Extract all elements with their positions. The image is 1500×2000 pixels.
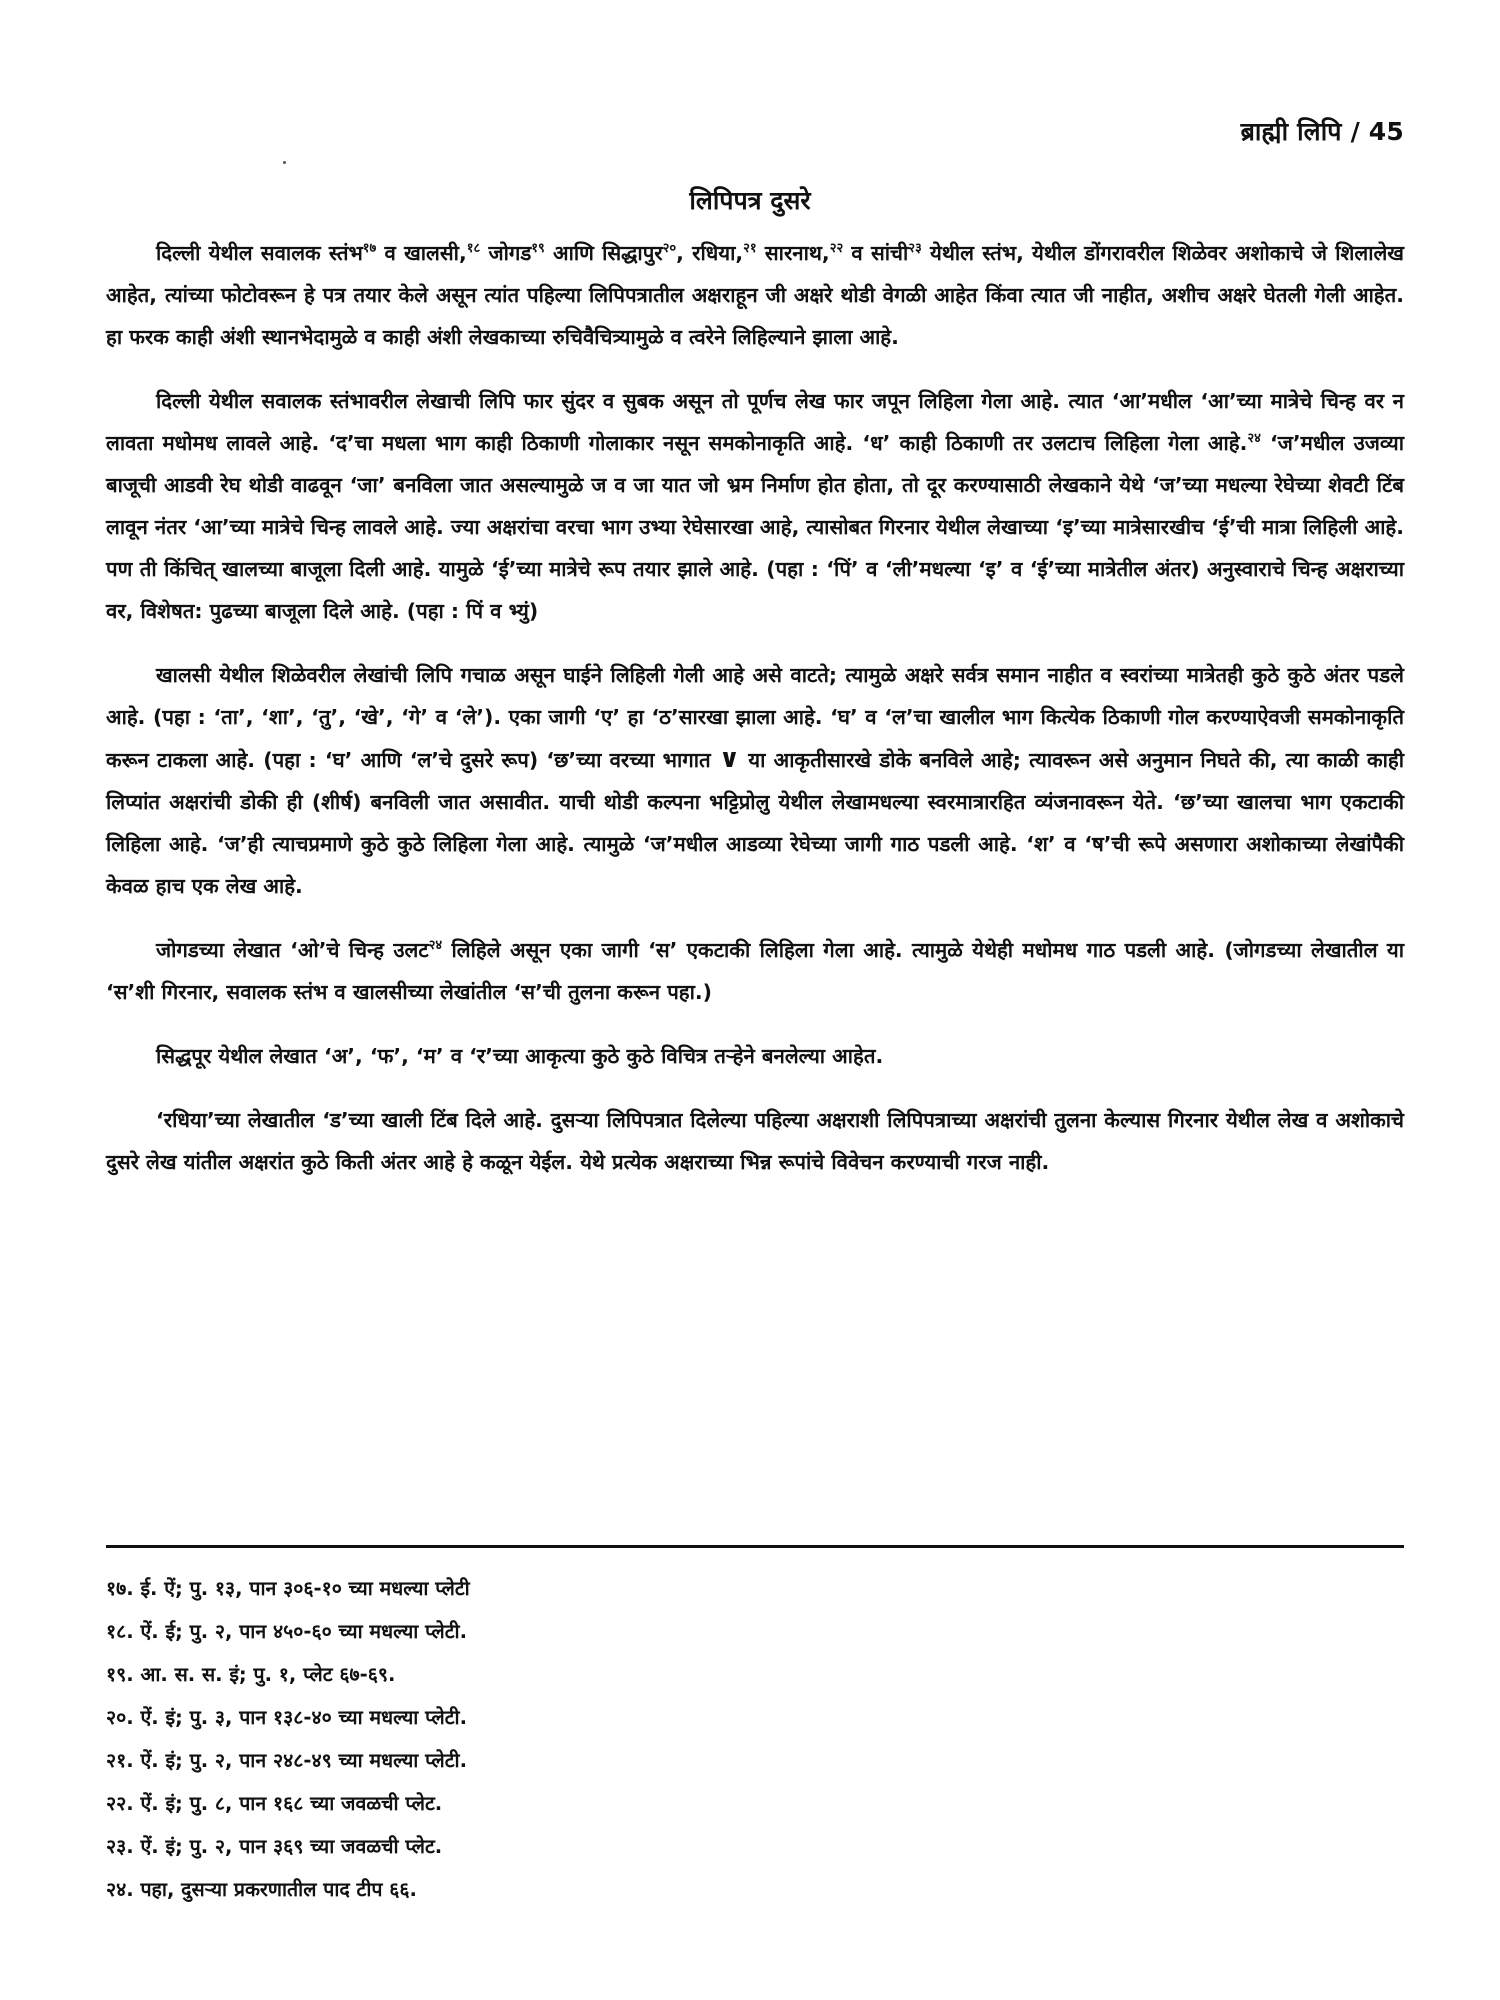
- paragraph-6: [106, 1099, 1404, 1183]
- footnote-22: २२. ऐं. इं; पु. ८, पान १६८ च्या जवळची प्लेट.: [106, 1792, 443, 1815]
- footnote-17: १७. ई. ऐं; पु. १३, पान ३०६-१० च्या मधल्या प्लेटी: [106, 1577, 470, 1600]
- footnote-24: २४. पहा, दुसऱ्या प्रकरणातील पाद टीप ६६.: [106, 1878, 417, 1901]
- footnote-ref: २३: [908, 241, 922, 257]
- paragraph-4: [106, 929, 1404, 1013]
- paragraph-2: [106, 380, 1404, 632]
- body-text: [106, 232, 1404, 1205]
- text-run: ‘रधिया’च्या लेखातील ‘ड’च्या खाली टिंब दिले आहे. दुसऱ्या लिपिपत्रात दिलेल्या पहिल्या अक्षराशी लिपिपत्राच्या अक्षरांची तुलना केल्यास गिरनार येथील लेख व अशोकाचे दुसरे लेख यांतील अक्षरांत कुठे किती अंतर आहे हे कळून येईल. येथे प्रत्येक अक्षराच्या भिन्न रूपांचे विवेचन करण्याची गरज नाही.: [106, 1108, 1404, 1174]
- footnote-23: २३. ऐं. इं; पु. २, पान ३६९ च्या जवळची प्लेट.: [106, 1835, 443, 1858]
- text-run: सिद्धपूर येथील लेखात ‘अ’, ‘फ’, ‘म’ व ‘र’च्या आकृत्या कुठे कुठे विचित्र तऱ्हेने बनलेल्या आहेत.: [156, 1044, 884, 1068]
- text-run: जोगडच्या लेखात ‘ओ’चे चिन्ह उलट: [156, 938, 429, 962]
- footnote-20: २०. ऐं. इं; पु. ३, पान १३८-४० च्या मधल्या प्लेटी.: [106, 1706, 467, 1729]
- footnote-ref: २०: [662, 241, 677, 257]
- print-speck: [283, 161, 286, 164]
- text-run: आणि सिद्धापुर: [544, 241, 663, 265]
- footnote-ref: २४: [428, 938, 443, 954]
- paragraph-3: [106, 654, 1404, 907]
- footnote-ref: १८: [466, 241, 481, 257]
- footnote-ref: २४: [1247, 431, 1261, 447]
- footnote-ref: २१: [743, 241, 757, 257]
- footnote-divider: [106, 1545, 1404, 1548]
- text-run: लिहिले असून एका जागी ‘स’ एकटाकी लिहिला गेला आहे. त्यामुळे येथेही मधोमध गाठ पडली आहे. (जोगडच्या लेखातील या ‘स’शी गिरनार, सवालक स्तंभ व खालसीच्या लेखांतील ‘स’ची तुलना करून पहा.): [106, 938, 1404, 1004]
- text-run: खालसी येथील शिळेवरील लेखांची लिपि गचाळ असून घाईने लिहिली गेली आहे असे वाटते; त्यामुळे अक्षरे सर्वत्र समान नाहीत व स्वरांच्या मात्रेतही कुठे कुठे अंतर पडले आहे. (पहा : ‘ता’, ‘शा’, ‘तु’, ‘खे’, ‘गे’ व ‘ले’). एका जागी ‘ए’ हा ‘ठ’सारखा झाला आहे. ‘घ’ व ‘ल’चा खालील भाग कित्येक ठिकाणी गोल करण्याऐवजी समकोनाकृति करून टाकला आहे. (पहा : ‘घ’ आणि ‘ल’चे दुसरे रूप) ‘छ’च्या वरच्या भागात: [106, 663, 1404, 772]
- text-run: जोगड: [480, 241, 532, 265]
- footnotes-list: [106, 1567, 1404, 1911]
- text-run: व खालसी,: [376, 241, 467, 265]
- text-run: येथील स्तंभ, येथील डोंगरावरील शिळेवर अशोकाचे जे शिलालेख आहेत, त्यांच्या फोटोवरून हे पत्र तयार केले असून त्यांत पहिल्या लिपिपत्रातील अक्षराहून जी अक्षरे थोडी वेगळी आहेत किंवा त्यात जी नाहीत, अशीच अक्षरे घेतली गेली आहेत. हा फरक काही अंशी स्थानभेदामुळे व काही अंशी लेखकाच्या रुचिवैचित्र्यामुळे व त्वरेने लिहिल्याने झाला आहे.: [106, 241, 1404, 349]
- text-run: दिल्ली येथील सवालक स्तंभावरील लेखाची लिपि फार सुंदर व सुबक असून तो पूर्णच लेख फार जपून लिहिला गेला आहे. त्यात ‘आ’मधील ‘आ’च्या मात्रेचे चिन्ह वर न लावता मधोमध लावले आहे. ‘द’चा मधला भाग काही ठिकाणी गोलाकार नसून समकोनाकृति आहे. ‘ध’ काही ठिकाणी तर उलटाच लिहिला गेला आहे.: [106, 389, 1404, 455]
- text-run: व सांची: [843, 241, 909, 265]
- footnote-ref: १७: [362, 241, 377, 257]
- footnote-21: २१. ऐं. इं; पु. २, पान २४८-४९ च्या मधल्या प्लेटी.: [106, 1749, 467, 1772]
- text-run: , रधिया,: [676, 241, 744, 265]
- paragraph-1: [106, 232, 1404, 358]
- running-header: ब्राह्मी लिपि / 45: [1240, 117, 1404, 146]
- text-run: सारनाथ,: [756, 241, 830, 265]
- text-run: या आकृतीसारखे डोके बनविले आहे; त्यावरून असे अनुमान निघते की, त्या काळी काही लिप्यांत अक्षरांची डोकी ही (शीर्ष) बनविली जात असावीत. याची थोडी कल्पना भट्टिप्रोलु येथील लेखामधल्या स्वरमात्रारहित व्यंजनावरून येते. ‘छ’च्या खालचा भाग एकटाकी लिहिला आहे. ‘ज’ही त्याचप्रमाणे कुठे कुठे लिहिला गेला आहे. त्यामुळे ‘ज’मधील आडव्या रेघेच्या जागी गाठ पडली आहे. ‘श’ व ‘ष’ची रूपे असणारा अशोकाच्या लेखांपैकी केवळ हाच एक लेख आहे.: [106, 748, 1404, 898]
- footnote-ref: १९: [531, 241, 545, 257]
- footnote-ref: २२: [829, 241, 844, 257]
- text-run: ‘ज’मधील उजव्या बाजूची आडवी रेघ थोडी वाढवून ‘जा’ बनविला जात असल्यामुळे ज व जा यात जो भ्रम निर्माण होत होता, तो दूर करण्यासाठी लेखकाने येथे ‘ज’च्या मधल्या रेघेच्या शेवटी टिंब लावून नंतर ‘आ’च्या मात्रेचे चिन्ह लावले आहे. ज्या अक्षरांचा वरचा भाग उभ्या रेघेसारखा आहे, त्यासोबत गिरनार येथील लेखाच्या ‘इ’च्या मात्रेसारखीच ‘ई’ची मात्रा लिहिली आहे. पण ती किंचित् खालच्या बाजूला दिली आहे. यामुळे ‘ई’च्या मात्रेचे रूप तयार झाले आहे. (पहा : ‘पिं’ व ‘ली’मधल्या ‘इ’ व ‘ई’च्या मात्रेतील अंतर) अनुस्वाराचे चिन्ह अक्षराच्या वर, विशेषत: पुढच्या बाजूला दिले आहे. (पहा : पिं व भ्युं): [106, 431, 1404, 623]
- text-run: दिल्ली येथील सवालक स्तंभ: [156, 241, 363, 265]
- v-shape-glyph: ∨: [718, 744, 741, 774]
- footnote-19: १९. आ. स. स. इं; पु. १, प्लेट ६७-६९.: [106, 1663, 396, 1686]
- footnote-18: १८. ऐं. ई; पु. २, पान ४५०-६० च्या मधल्या प्लेटी.: [106, 1620, 467, 1643]
- section-title: लिपिपत्र दुसरे: [689, 186, 811, 215]
- paragraph-5: [106, 1035, 1404, 1077]
